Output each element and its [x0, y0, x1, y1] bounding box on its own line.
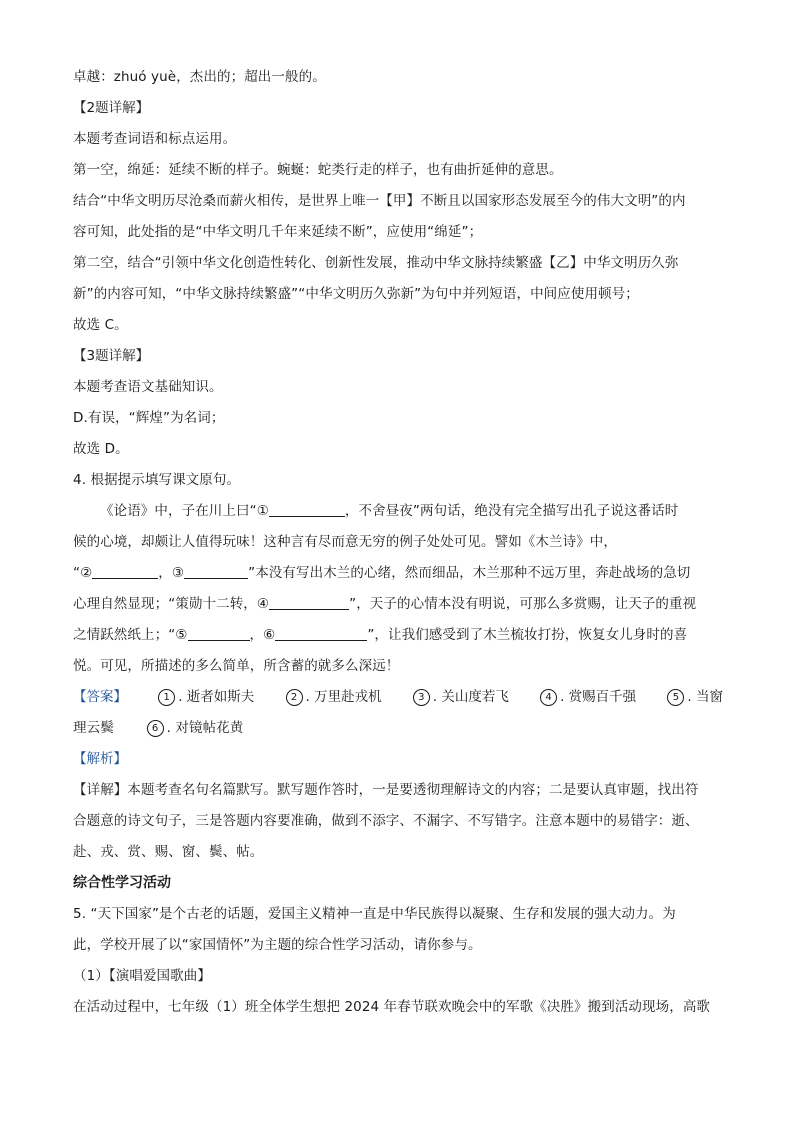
text-line: 赴、戎、赏、赐、窗、鬓、帖。 — [73, 844, 264, 860]
fill-blank-3[interactable] — [184, 562, 248, 579]
fill-blank-6[interactable] — [275, 624, 367, 641]
text-line: 第二空，结合“引领中华文化创造性转化、创新性发展，推动中华文脉持续繁盛【乙】中华文明历久弥 — [73, 255, 679, 271]
text-line: 新”的内容可知，“中华文脉持续繁盛”“中华文明历久弥新”为句中并列短语，中间应使用顿号； — [73, 286, 639, 302]
text-line: 合题意的诗文句子，三是答题内容要准确，做到不添字、不漏字、不写错字。注意本题中的易错字：逝、 — [73, 813, 699, 829]
section-heading: 【3题详解】 — [73, 348, 150, 364]
text-line: 故选 D。 — [73, 441, 129, 457]
answer-item: 2 . 万里赴戎机 — [286, 682, 382, 713]
fill-blank-1[interactable] — [269, 500, 345, 517]
text-line: 故选 C。 — [73, 317, 128, 333]
circled-number: 5 — [667, 689, 684, 706]
text-line: 卓越：zhuó yuè，杰出的；超出一般的。 — [73, 69, 326, 85]
circled-number: 3 — [413, 689, 430, 706]
answer-item: 5 . 当窗 — [667, 682, 723, 713]
text-line: 在活动过程中，七年级（1）班全体学生想把 2024 年春节联欢晚会中的军歌《决胜》搬到活动现场，高歌 — [73, 999, 711, 1015]
fill-blank-2[interactable] — [92, 562, 158, 579]
passage-line: 之情跃然纸上；“⑤ ，⑥ ”，让我们感受到了木兰梳妆打扮，恢复女儿身时的喜 — [73, 620, 723, 651]
document-page — [73, 62, 723, 1023]
fill-blank-5[interactable] — [188, 624, 250, 641]
analysis-tag: 【解析】 — [73, 751, 127, 767]
answer-item: 4 . 赏赐百千强 — [540, 682, 636, 713]
answer-item: 3 . 关山度若飞 — [413, 682, 509, 713]
answer-item: 1 . 逝者如斯夫 — [158, 682, 254, 713]
section-title: 综合性学习活动 — [73, 875, 171, 891]
circled-number: 6 — [147, 720, 164, 737]
sub-question: （1）【演唱爱国歌曲】 — [73, 968, 211, 984]
circled-number: 4 — [540, 689, 557, 706]
text-line: 此，学校开展了以“家国情怀”为主题的综合性学习活动，请你参与。 — [73, 937, 482, 953]
text-line: 本题考查语文基础知识。 — [73, 379, 223, 395]
text-line: 第一空，绵延：延续不断的样子。蜿蜒：蛇类行走的样子，也有曲折延伸的意思。 — [73, 162, 563, 178]
text-line: 本题考查词语和标点运用。 — [73, 131, 237, 147]
passage-line: 候的心境，却颇让人值得玩味！这种言有尽而意无穷的例子处处可见。譬如《木兰诗》中， — [73, 534, 617, 550]
answer-tag: 【答案】 — [73, 689, 127, 705]
fill-blank-4[interactable] — [269, 593, 349, 610]
circled-number: 1 — [158, 689, 175, 706]
text-line: 容可知，此处指的是“中华文明几千年来延续不断”，应使用“绵延”； — [73, 224, 483, 240]
passage-line: “② ，③ ”本没有写出木兰的心绪，然而细品，木兰那种不远万里，奔赴战场的急切 — [73, 558, 723, 589]
passage-line: 心理自然显现；“策勋十二转，④ ”，天子的心情本没有明说，可那么多赏赐，让天子的重视 — [73, 589, 723, 620]
question-5: 5. “天下国家”是个古老的话题，爱国主义精神一直是中华民族得以凝聚、生存和发展的强大动力。为 — [73, 906, 676, 922]
circled-number: 2 — [286, 689, 303, 706]
passage-line: 《论语》中，子在川上曰“① ，不舍昼夜”两句话，绝没有完全描写出孔子说这番话时 — [73, 496, 723, 527]
text-line: 【详解】本题考查名句名篇默写。默写题作答时，一是要透彻理解诗文的内容；二是要认真审题，找出符 — [73, 782, 699, 798]
section-heading: 【2题详解】 — [73, 100, 150, 116]
passage-line: 悦。可见，所描述的多么简单，所含蓄的就多么深远！ — [73, 658, 400, 674]
text-line: D.有误，“辉煌”为名词； — [73, 410, 225, 426]
answer-row — [73, 682, 723, 713]
text-line: 结合“中华文明历尽沧桑而薪火相传，是世界上唯一【甲】不断且以国家形态发展至今的伟大文明”的内 — [73, 193, 686, 209]
question-4: 4. 根据提示填写课文原句。 — [73, 472, 241, 488]
answer-row: 理云鬓 6 . 对镜帖花黄 — [73, 720, 244, 736]
